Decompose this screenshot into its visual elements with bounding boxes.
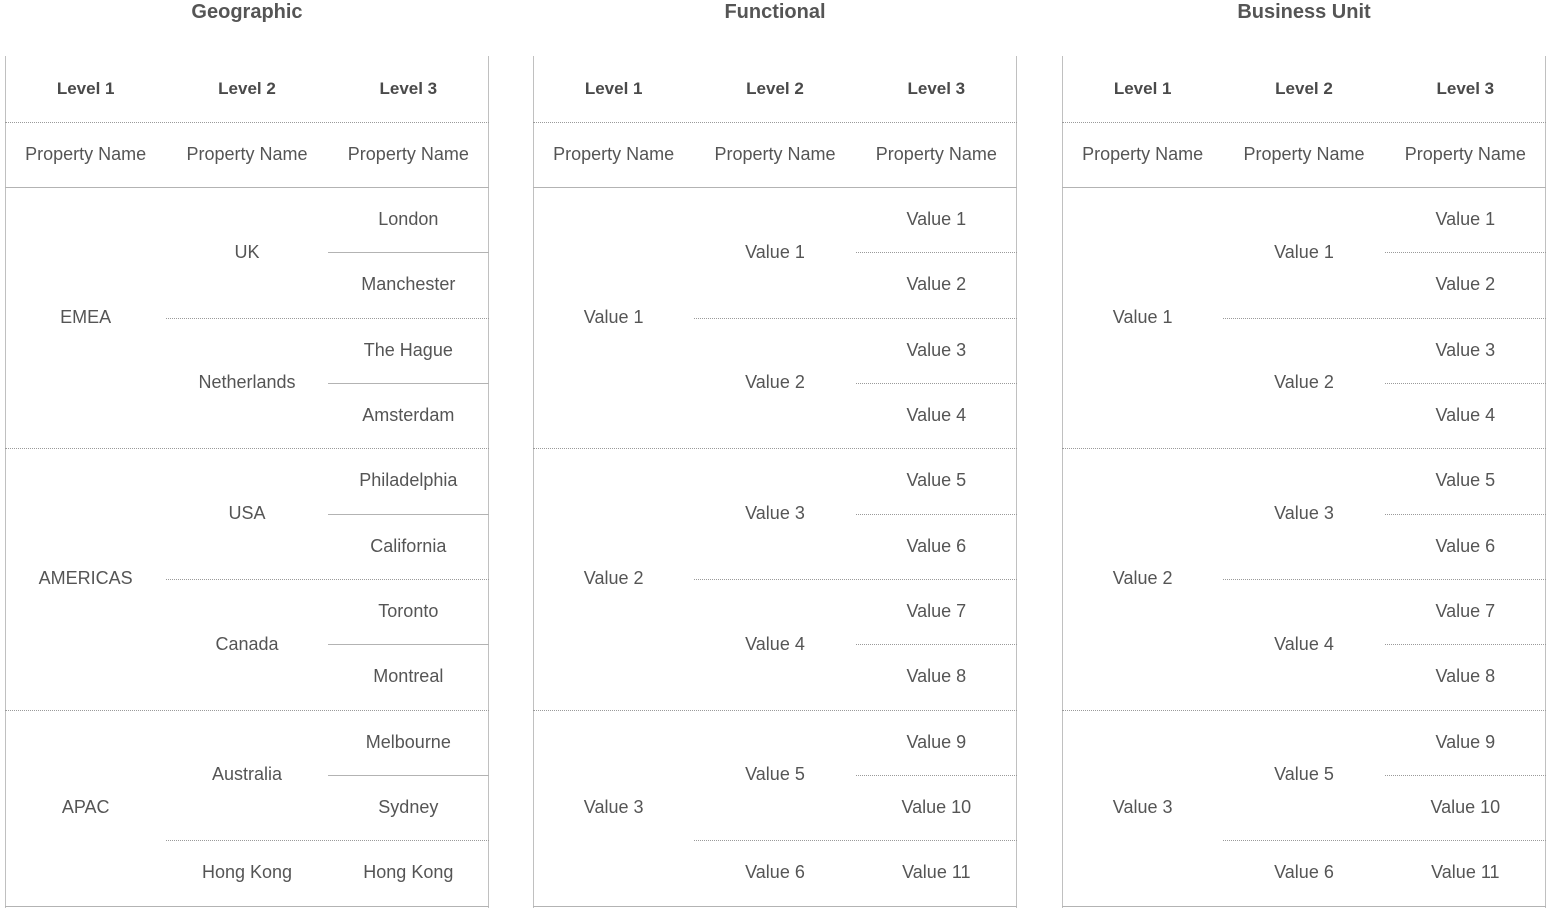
level3-cell: Value 8 [906, 666, 967, 687]
level2-cell: Value 2 [1274, 372, 1334, 393]
level3-cell: London [378, 209, 439, 230]
level3-cell: California [370, 535, 447, 556]
level2-cell: Value 4 [1274, 633, 1334, 654]
level2-cell: Value 1 [745, 241, 805, 262]
level3-cell: Value 7 [1435, 601, 1496, 622]
level2-cell: Value 3 [1274, 503, 1334, 524]
level1-cell: Value 2 [1112, 568, 1173, 589]
level3-cell: Philadelphia [359, 470, 458, 491]
level2-cell: UK [234, 241, 260, 262]
level3-cell: Value 1 [906, 209, 967, 230]
level-header-3: Level 3 [907, 79, 966, 98]
panel-title: Geographic [191, 1, 303, 23]
level1-cell: Value 1 [583, 307, 644, 328]
level3-cell: Value 9 [906, 731, 967, 752]
level2-cell: Value 2 [745, 372, 805, 393]
level3-cell: Montreal [373, 666, 444, 687]
property-name-1: Property Name [1082, 144, 1204, 164]
level2-cell: USA [228, 503, 266, 524]
level-header-1: Level 1 [584, 79, 643, 98]
property-name-2: Property Name [1243, 144, 1365, 164]
level1-cell: EMEA [60, 307, 112, 328]
property-name-3: Property Name [347, 144, 469, 164]
property-name-3: Property Name [1404, 144, 1526, 164]
level3-cell: Value 4 [906, 405, 967, 426]
level3-cell: Value 5 [906, 470, 967, 491]
level3-cell: Value 4 [1435, 405, 1496, 426]
level3-cell: Value 11 [902, 862, 971, 883]
level1-cell: APAC [61, 797, 110, 818]
level3-cell: Value 1 [1435, 209, 1496, 230]
property-name-2: Property Name [714, 144, 836, 164]
level2-cell: Hong Kong [201, 862, 293, 883]
property-name-2: Property Name [186, 144, 308, 164]
property-name-1: Property Name [553, 144, 675, 164]
level3-cell: Value 10 [901, 797, 972, 818]
level1-cell: Value 2 [583, 568, 644, 589]
level2-cell: Australia [211, 764, 282, 785]
property-name-3: Property Name [875, 144, 997, 164]
level2-cell: Netherlands [198, 372, 296, 393]
level3-cell: Value 3 [1435, 339, 1496, 360]
level3-cell: Melbourne [365, 731, 451, 752]
level2-cell: Canada [215, 633, 279, 654]
level3-cell: Value 5 [1435, 470, 1496, 491]
level1-cell: Value 3 [1112, 797, 1173, 818]
level1-cell: Value 1 [1112, 307, 1173, 328]
level3-cell: Manchester [361, 274, 456, 295]
level-header-2: Level 2 [1275, 79, 1333, 98]
level-header-3: Level 3 [1436, 79, 1495, 98]
level2-cell: Value 4 [745, 633, 805, 654]
level3-cell: Value 10 [1430, 797, 1501, 818]
level-header-1: Level 1 [1113, 79, 1172, 98]
level2-cell: Value 3 [745, 503, 805, 524]
level3-cell: Value 6 [1435, 535, 1496, 556]
level3-cell: Value 3 [906, 339, 967, 360]
level3-cell: The Hague [363, 339, 453, 360]
group-divider [1062, 906, 1546, 907]
level2-cell: Value 5 [745, 764, 805, 785]
level2-cell: Value 6 [1274, 862, 1334, 883]
level3-cell: Value 9 [1435, 731, 1496, 752]
level2-cell: Value 1 [1274, 241, 1334, 262]
level2-cell: Value 5 [1274, 764, 1334, 785]
level3-cell: Value 2 [1435, 274, 1496, 295]
level3-cell: Value 8 [1435, 666, 1496, 687]
level3-cell: Value 11 [1431, 862, 1500, 883]
level3-cell: Hong Kong [363, 862, 454, 883]
property-name-1: Property Name [25, 144, 147, 164]
panel-title: Functional [724, 1, 826, 23]
level3-cell: Amsterdam [362, 405, 455, 426]
level3-cell: Value 2 [906, 274, 967, 295]
level3-cell: Value 6 [906, 535, 967, 556]
level-header-2: Level 2 [218, 79, 276, 98]
level1-cell: Value 3 [583, 797, 644, 818]
level3-cell: Value 7 [906, 601, 967, 622]
level-header-2: Level 2 [746, 79, 804, 98]
level3-cell: Toronto [378, 601, 439, 622]
level1-cell: AMERICAS [38, 568, 133, 589]
level2-cell: Value 6 [745, 862, 805, 883]
level3-cell: Sydney [378, 797, 439, 818]
level-header-1: Level 1 [56, 79, 115, 98]
level-header-3: Level 3 [379, 79, 438, 98]
panel-title: Business Unit [1237, 1, 1371, 23]
